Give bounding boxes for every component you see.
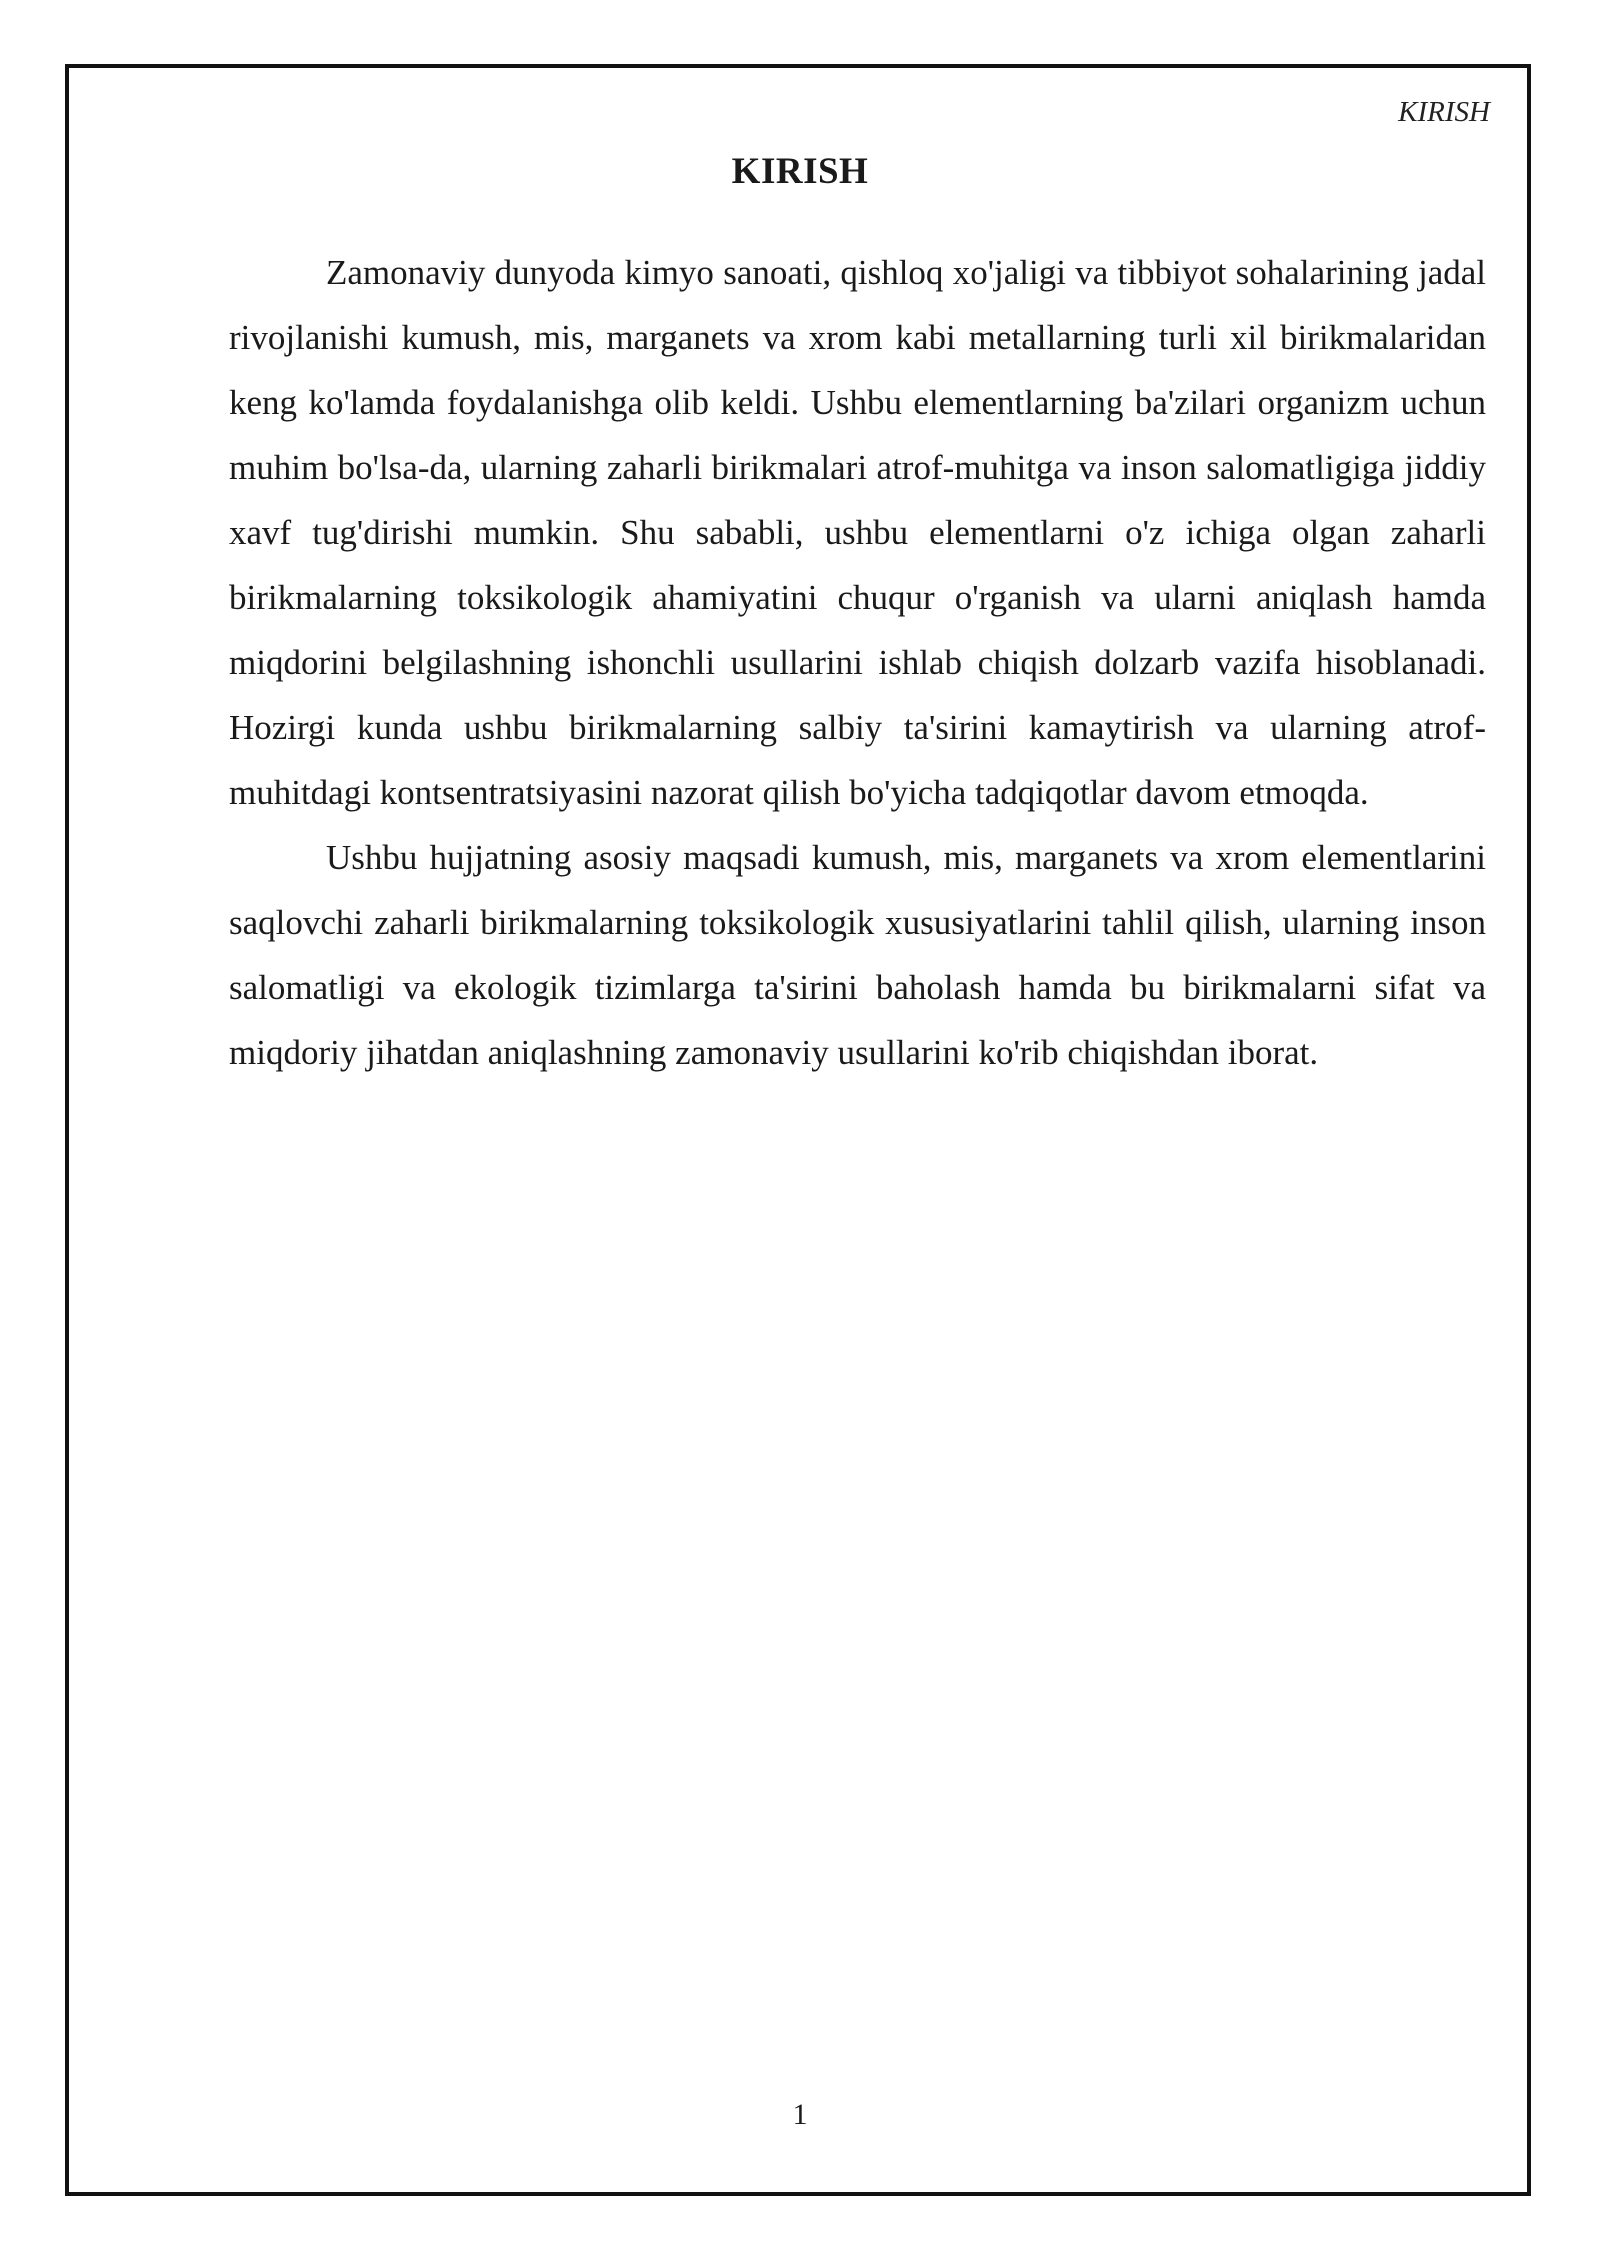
page-number: 1 [792,2098,808,2131]
paragraph-1: Zamonaviy dunyoda kimyo sanoati, qishloq xo'jaligi va tibbiyot sohalarining jadal rivojlanishi kumush, mis, marganets va xrom kabi metallarning turli xil birikmalaridan keng ko'lamda foydalanishga olib keldi. Ushbu elementlarning ba'zilari organizm uchun muhim bo'lsa-da, ularning zaharli birikmalari atrof-muhitga va inson salomatligiga jiddiy xavf tug'dirishi mumkin. Shu sababli, ushbu elementlarni o'z ichiga olgan zaharli birikmalarning toksikologik ahamiyatini chuqur o'rganish va ularni aniqlash hamda miqdorini belgilashning ishonchli usullarini ishlab chiqish dolzarb vazifa hisoblanadi. Hozirgi kunda ushbu birikmalarning salbiy ta'sirini kamaytirish va ularning atrof-muhitdagi kontsentratsiyasini nazorat qilish bo'yicha tadqiqotlar davom etmoqda. [229,253,1486,812]
paragraph-2: Ushbu hujjatning asosiy maqsadi kumush, mis, marganets va xrom elementlarini saqlovchi zaharli birikmalarning toksikologik xususiyatlarini tahlil qilish, ularning inson salomatligi va ekologik tizimlarga ta'sirini baholash hamda bu birikmalarni sifat va miqdoriy jihatdan aniqlashning zamonaviy usullarini ko'rib chiqishdan iborat. [229,838,1486,1072]
body-text [229,240,1486,1085]
page-title: KIRISH [731,151,869,192]
running-header: KIRISH [1398,96,1490,128]
